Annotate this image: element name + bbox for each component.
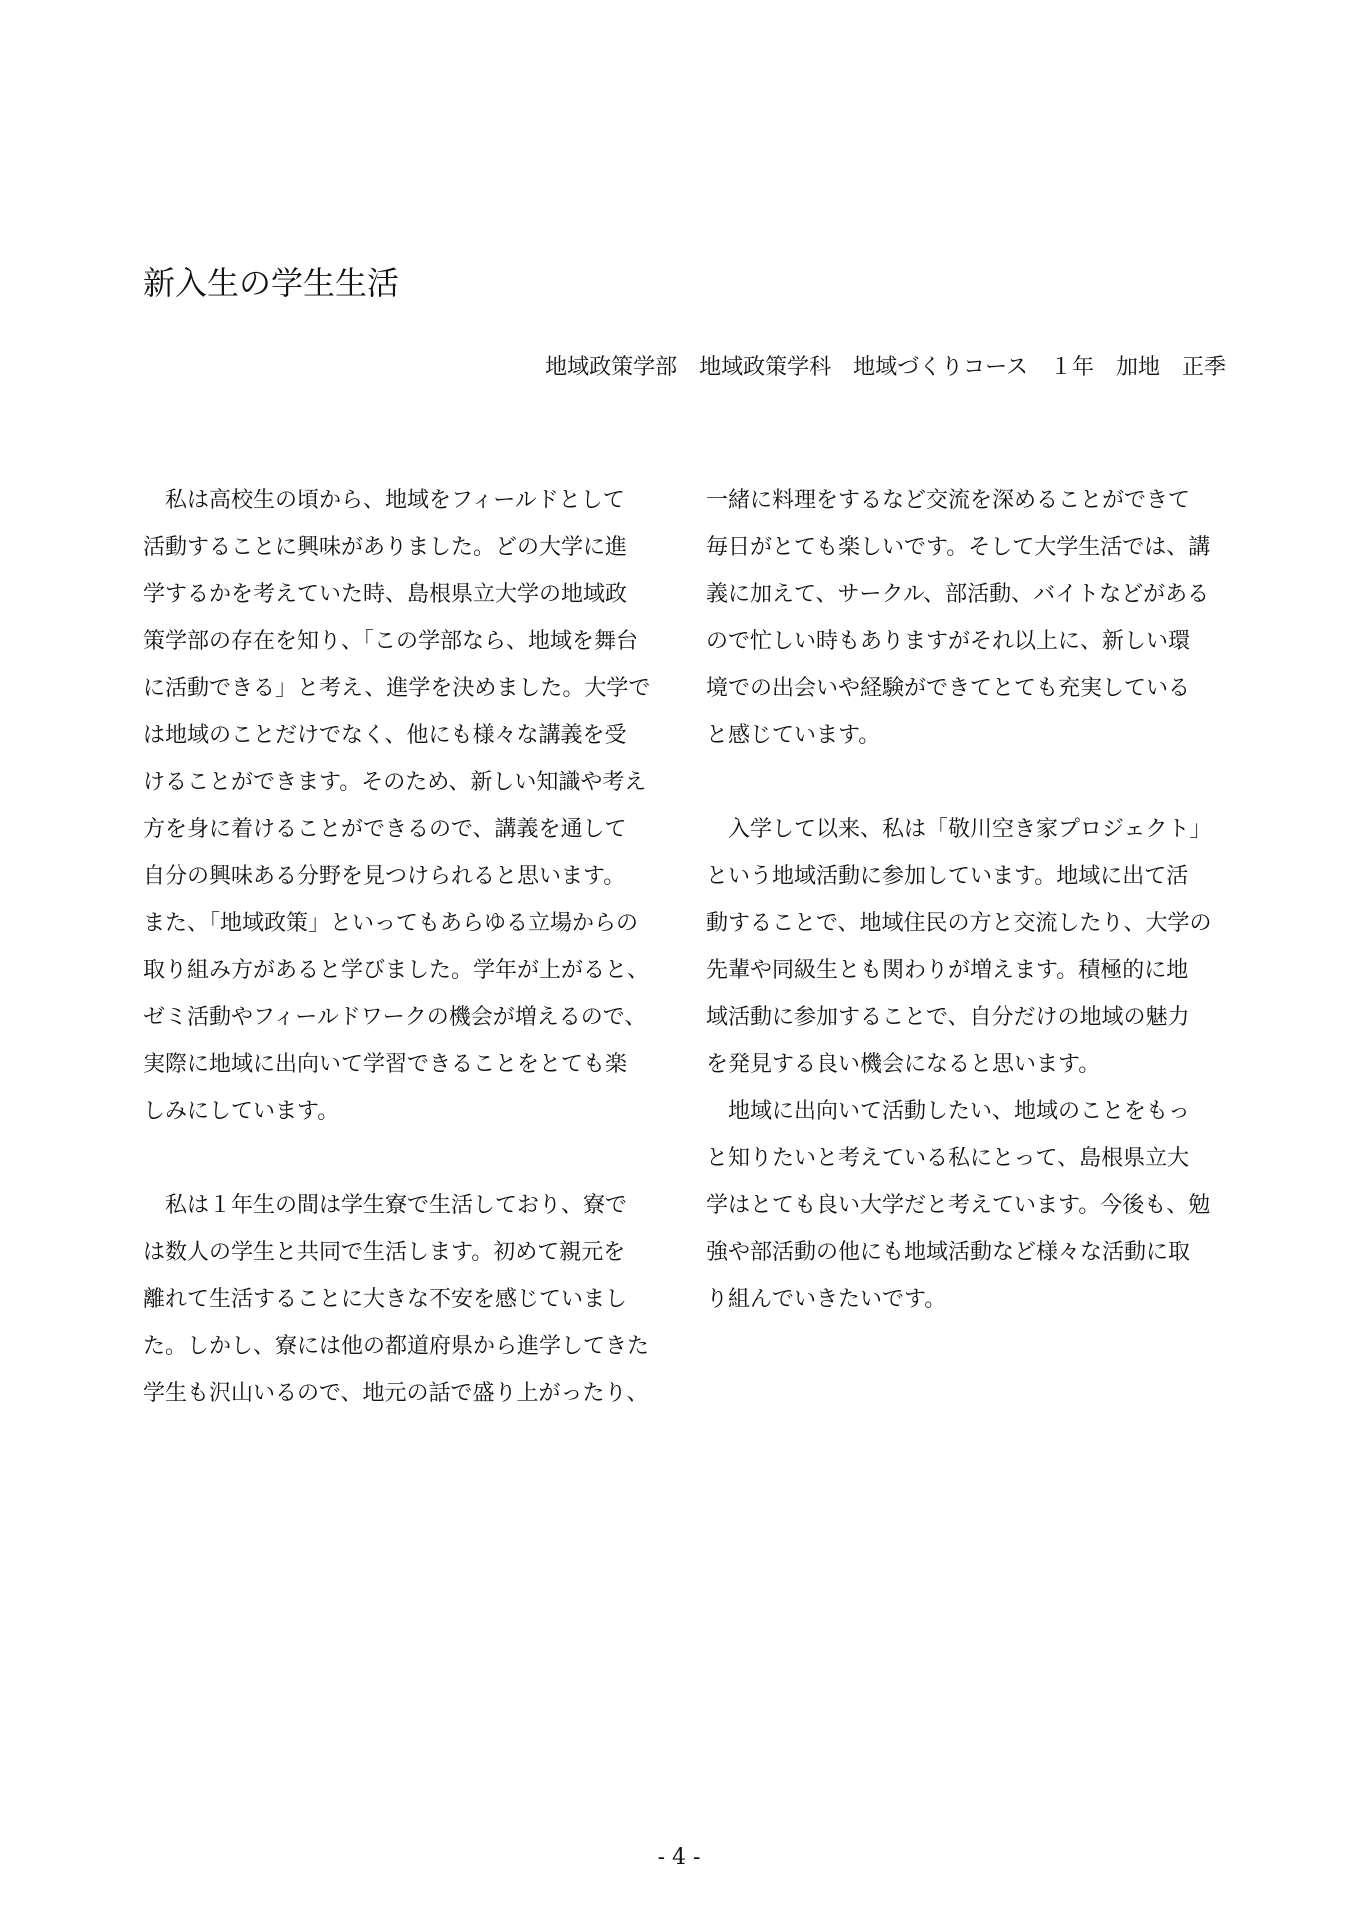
body-text-line: 実際に地域に出向いて学習できることをとても楽 [143,1052,628,1077]
body-text-line: 自分の興味ある分野を見つけられると思います。 [143,864,626,889]
body-text-line: しみにしています。 [143,1099,340,1124]
body-text-line: 離れて生活することに大きな不安を感じていまし [143,1287,628,1312]
body-text-line: ゼミ活動やフィールドワークの機会が増えるので、 [143,1005,647,1030]
body-text-line: た。しかし、寮には他の都道府県から進学してきた [143,1334,650,1359]
body-text-line: 強や部活動の他にも地域活動など様々な活動に取 [706,1240,1191,1265]
body-text-line: 私は高校生の頃から、地域をフィールドとして [143,488,625,513]
body-text-line: 地域に出向いて活動したい、地域のことをもっ [706,1099,1191,1124]
body-text-line: けることができます。そのため、新しい知識や考え [143,770,647,795]
body-text-line: 策学部の存在を知り、「この学部なら、地域を舞台 [143,629,639,654]
body-text-line: 学生も沢山いるので、地元の話で盛り上がったり、 [143,1381,649,1406]
page-number: - 4 - [657,1845,701,1870]
body-text-line: 域活動に参加することで、自分だけの地域の魅力 [706,1005,1190,1030]
body-text-line: は地域のことだけでなく、他にも様々な講義を受 [143,723,627,748]
body-text-line: 動することで、地域住民の方と交流したり、大学の [706,911,1212,936]
body-text-line: 方を身に着けることができるので、講義を通して [143,817,627,842]
body-text-line: 義に加えて、サークル、部活動、バイトなどがある [706,582,1210,607]
body-text-line: 一緒に料理をするなど交流を深めることができて [706,488,1191,513]
body-text-line: は数人の学生と共同で生活します。初めて親元を [143,1240,626,1265]
body-text-line: 私は１年生の間は学生寮で生活しており、寮で [143,1193,628,1218]
body-text-line: ので忙しい時もありますがそれ以上に、新しい環 [706,629,1191,654]
body-text-line: に活動できる」と考え、進学を決めました。大学で [143,676,651,701]
paragraph-spacer [706,759,1238,806]
article-title: 新入生の学生生活 [143,264,400,303]
body-text-line: 取り組み方があると学びました。学年が上がると、 [143,958,650,983]
body-text-line: を発見する良い機会になると思います。 [706,1052,1101,1077]
left-text-column [143,477,675,1417]
body-text-line: 入学して以来、私は「敬川空き家プロジェクト」 [706,817,1212,842]
body-text-line: 先輩や同級生とも関わりが増えます。積極的に地 [706,958,1189,983]
body-text-line: と知りたいと考えている私にとって、島根県立大 [706,1146,1190,1171]
body-text-line: り組んでいきたいです。 [706,1287,947,1312]
right-text-column [706,477,1238,1323]
body-text-line: 境での出会いや経験ができてとても充実している [706,676,1191,701]
body-text-line: 学はとても良い大学だと考えています。今後も、勉 [706,1193,1211,1218]
body-text-line: 毎日がとても楽しいです。そして大学生活では、講 [706,535,1211,560]
body-text-line: また、「地域政策」といってもあらゆる立場からの [143,911,639,936]
body-text-line: という地域活動に参加しています。地域に出て活 [706,864,1189,889]
body-text-line: 学するかを考えていた時、島根県立大学の地域政 [143,582,628,607]
body-text-line: と感じています。 [706,723,881,748]
paragraph-spacer [143,1135,675,1182]
body-text-line: 活動することに興味がありました。どの大学に進 [143,535,628,560]
author-byline: 地域政策学部 地域政策学科 地域づくりコース １年 加地 正季 [545,355,1226,380]
